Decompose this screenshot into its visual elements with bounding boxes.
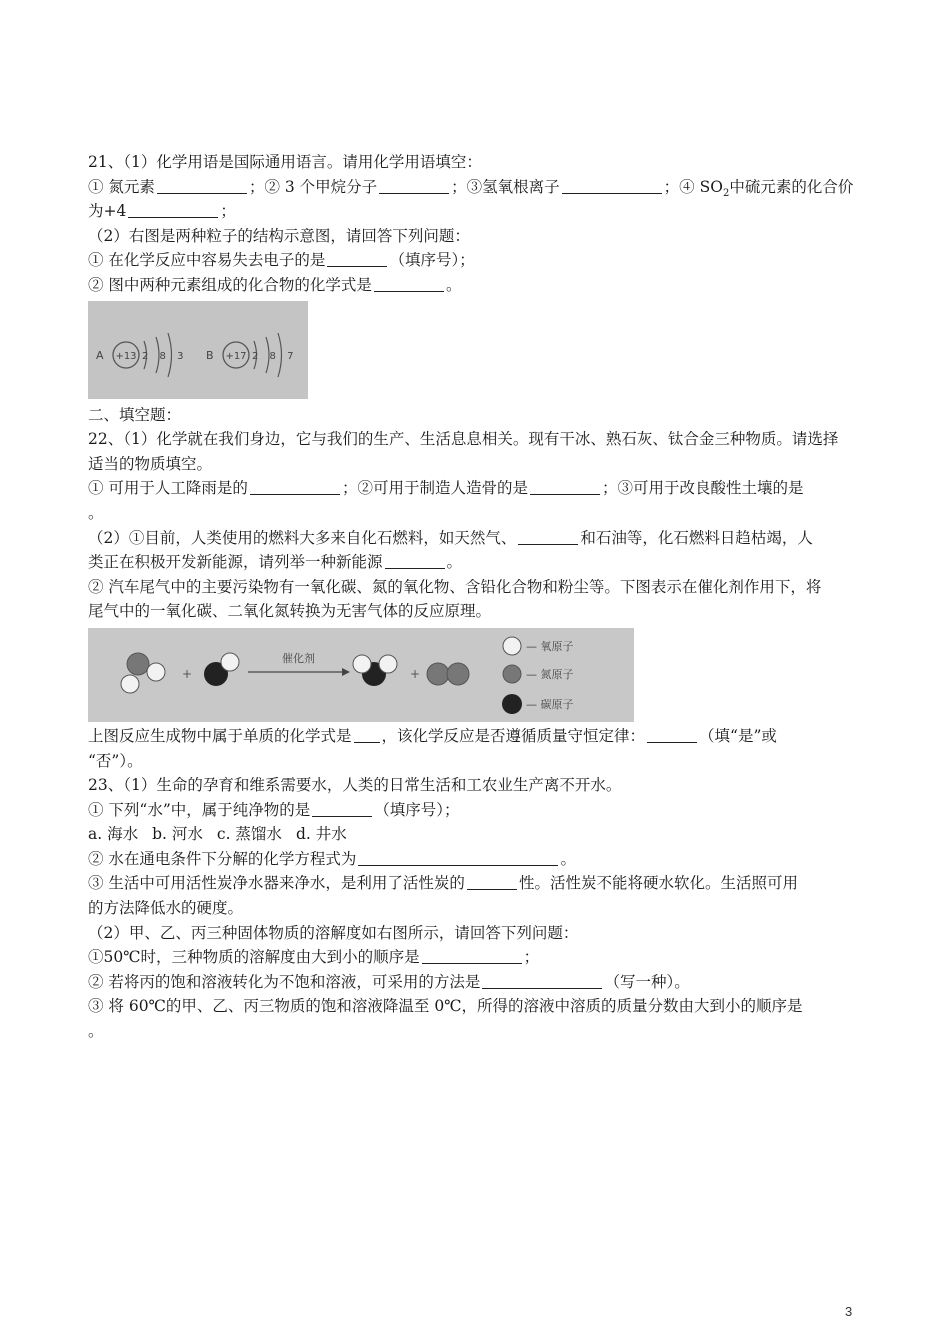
q23-part2: （2）甲、乙、丙三种固体物质的溶解度如右图所示，请回答下列问题：	[88, 923, 579, 942]
q21-title: 21、（1）化学用语是国际通用语言。请用化学用语填空：	[88, 153, 482, 171]
answer-blank[interactable]	[518, 529, 578, 545]
q23-sub-1: ①50℃时，三种物质的溶解度由大到小的顺序是 ；	[88, 948, 540, 967]
q22-line-4: 。	[88, 503, 104, 522]
q22-line-3: ① 可用于人工降雨是的 ；②可用于制造人造骨的是 ；③可用于改良酸性土壤的是	[88, 479, 804, 498]
q23-line-6: 的方法降低水的硬度。	[88, 899, 244, 918]
atom-a-nucleus: +13	[115, 350, 137, 362]
q22-part4-a: 上图反应生成物中属于单质的化学式是 ，该化学反应是否遵循质量守恒定律： （填“是”或	[88, 726, 777, 745]
atom-a-shells: 2 8 3	[142, 350, 188, 362]
q21-part2-2: ② 图中两种元素组成的化合物的化学式是 。	[88, 275, 462, 294]
atom-diagram	[88, 301, 308, 399]
answer-blank[interactable]	[128, 202, 218, 218]
molecule-reaction-diagram	[88, 628, 634, 722]
page-number: 3	[845, 1304, 853, 1319]
atomic-structure-figure	[88, 301, 308, 399]
q22-part2-b: 类正在积极开发新能源，请列举一种新能源 。	[88, 553, 463, 572]
q23-sub-3: ③ 将 60℃的甲、乙、丙三物质的饱和溶液降温至 0℃，所得的溶液中溶质的质量分数由大到小的顺序是	[88, 997, 803, 1016]
choice-a: a. 海水	[88, 825, 139, 844]
answer-blank[interactable]	[562, 178, 662, 194]
answer-blank[interactable]	[374, 276, 444, 292]
answer-blank[interactable]	[312, 801, 372, 817]
atom-b-label: B	[206, 348, 214, 362]
atom-b-nucleus: +17	[225, 350, 247, 362]
document-body	[88, 150, 864, 1044]
answer-blank[interactable]	[647, 727, 697, 743]
svg-text:+: +	[182, 666, 193, 681]
q22-part4-b: “否”）。	[88, 751, 143, 770]
answer-blank[interactable]	[157, 178, 247, 194]
q21-line-2: ① 氮元素 ；② 3 个甲烷分子 ；③氢氧根离子 ；④ $SO_2$中硫元素的化合价	[88, 177, 854, 199]
answer-blank[interactable]	[385, 553, 445, 569]
legend-carbon: — 碳原子	[526, 697, 574, 711]
legend-nitrogen: — 氮原子	[526, 667, 574, 681]
q23-line-2: ① 下列“水”中，属于纯净物的是 （填序号）；	[88, 800, 460, 819]
q21-line-3: 为+4 ；	[88, 202, 236, 221]
choice-d: d. 井水	[295, 825, 347, 844]
q22-part3-a: ② 汽车尾气中的主要污染物有一氧化碳、氮的氧化物、含铅化合物和粉尘等。下图表示在催化剂作用下，将	[88, 577, 822, 596]
catalyst-label: 催化剂	[282, 651, 315, 665]
answer-blank[interactable]	[250, 479, 340, 495]
answer-blank[interactable]	[530, 479, 600, 495]
q23-part1: 23、（1）生命的孕育和维系需要水，人类的日常生活和工农业生产离不开水。	[88, 776, 622, 795]
answer-blank[interactable]	[358, 850, 558, 866]
choice-b: b. 河水	[152, 825, 203, 844]
atom-a-label: A	[96, 348, 104, 362]
svg-text:+: +	[410, 666, 421, 681]
answer-blank[interactable]	[482, 973, 602, 989]
choice-c: c. 蒸馏水	[216, 825, 282, 844]
q23-line-5: ③ 生活中可用活性炭净水器来净水，是利用了活性炭的 性。活性炭不能将硬水软化。生活照可用	[88, 874, 798, 893]
section-heading: 二、填空题：	[88, 405, 182, 424]
answer-blank[interactable]	[467, 874, 517, 890]
q22-part3-b: 尾气中的一氧化碳、二氧化氮转换为无害气体的反应原理。	[88, 602, 492, 621]
q23-sub-2: ② 若将丙的饱和溶液转化为不饱和溶液，可采用的方法是 （写一种）。	[88, 972, 690, 991]
q22-part1-cont: 适当的物质填空。	[88, 454, 213, 473]
legend-oxygen: — 氧原子	[526, 639, 574, 653]
q21-part2: （2）右图是两种粒子的结构示意图，请回答下列问题：	[88, 226, 470, 245]
q22-part2-a: （2）①目前，人类使用的燃料大多来自化石燃料，如天然气、 和石油等，化石燃料日趋枯竭，人	[88, 528, 813, 547]
answer-blank[interactable]	[379, 178, 449, 194]
q23-choices	[88, 822, 864, 847]
reaction-figure	[88, 628, 634, 722]
q23-sub-4: 。	[88, 1022, 104, 1041]
answer-blank[interactable]	[354, 727, 380, 743]
q22-part1: 22、（1）化学就在我们身边，它与我们的生产、生活息息相关。现有干冰、熟石灰、钛合金三种物质。请选择	[88, 430, 839, 449]
q23-line-4: ② 水在通电条件下分解的化学方程式为 。	[88, 849, 576, 868]
answer-blank[interactable]	[327, 251, 387, 267]
atom-b-shells: 2 8 7	[252, 350, 298, 362]
q21-part2-1: ① 在化学反应中容易失去电子的是 （填序号）；	[88, 251, 475, 270]
answer-blank[interactable]	[422, 948, 522, 964]
